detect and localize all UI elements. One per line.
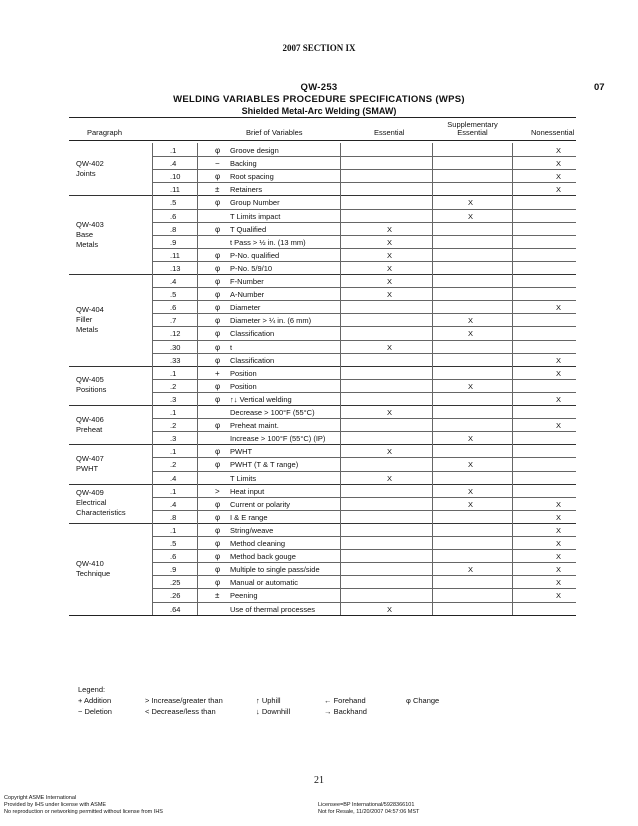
footer-provided: Provided by IHS under license with ASME <box>4 802 107 808</box>
row-essential-mark: X <box>387 408 393 417</box>
paragraph-label-line: QW-402 <box>76 159 104 169</box>
column-divider <box>152 523 153 615</box>
row-subparagraph: .1 <box>170 486 177 496</box>
legend-change: φ Change <box>406 696 440 705</box>
paragraph-label-line: Filler <box>76 314 93 324</box>
column-divider <box>197 484 198 523</box>
column-divider <box>512 484 513 523</box>
row-nonessential-mark: X <box>556 552 562 562</box>
paragraph-label-line: QW-407 <box>76 454 104 463</box>
row-essential-mark: X <box>387 447 393 457</box>
column-divider <box>432 274 433 366</box>
column-divider <box>152 274 153 366</box>
row-symbol: φ <box>215 499 221 509</box>
column-divider <box>197 195 198 274</box>
row-subparagraph: .3 <box>170 434 177 444</box>
row-subparagraph: .11 <box>170 185 180 195</box>
row-brief: Decrease > 100°F (55°C) <box>230 408 315 417</box>
paragraph-label-line: QW-406 <box>76 414 104 424</box>
column-divider <box>512 143 513 195</box>
row-subparagraph: .26 <box>170 591 181 601</box>
footer-copyright: Copyright ASME International <box>4 795 77 801</box>
row-subparagraph: .8 <box>170 224 177 234</box>
paragraph-label-line: QW-409 <box>76 488 104 498</box>
col-header-paragraph: Paragraph <box>87 128 123 137</box>
paragraph-label <box>76 305 104 335</box>
row-symbol: > <box>215 486 220 496</box>
legend-downhill: ↓ Downhill <box>256 707 291 716</box>
row-supplementary-mark: X <box>468 499 474 509</box>
paragraph-label-line: QW-403 <box>76 219 104 229</box>
row-subparagraph: .30 <box>170 342 181 352</box>
row-brief: Diameter > ¼ in. (6 mm) <box>230 316 312 326</box>
paragraph-label <box>76 415 104 435</box>
row-essential-mark: X <box>387 604 393 614</box>
row-subparagraph: .5 <box>170 290 177 300</box>
col-header-essential: Essential <box>374 128 405 137</box>
row-subparagraph: .8 <box>170 512 177 522</box>
row-nonessential-mark: X <box>556 565 562 575</box>
row-symbol: φ <box>215 447 221 457</box>
row-subparagraph: .4 <box>170 473 177 483</box>
row-brief: Use of thermal processes <box>230 604 316 614</box>
row-essential-mark: X <box>387 342 393 352</box>
column-divider <box>432 405 433 444</box>
column-divider <box>512 523 513 615</box>
page-number: 21 <box>314 775 324 786</box>
column-divider <box>340 405 341 444</box>
column-divider <box>152 143 153 195</box>
col-header-nonessential: Nonessential <box>531 128 575 137</box>
row-symbol: φ <box>215 421 221 431</box>
group-divider <box>69 405 576 406</box>
column-divider <box>512 444 513 483</box>
row-symbol: φ <box>215 316 221 326</box>
paragraph-label-line: Metals <box>76 324 99 334</box>
row-nonessential-mark: X <box>556 421 562 431</box>
paragraph-label-line: QW-410 <box>76 558 104 568</box>
paragraph-label-line: PWHT <box>76 464 99 473</box>
row-brief: String/weave <box>230 525 274 535</box>
paragraph-label <box>76 159 104 179</box>
footer-right <box>318 802 419 816</box>
row-symbol: φ <box>215 224 221 234</box>
row-brief: T Limits impact <box>230 211 281 221</box>
column-divider <box>340 484 341 523</box>
row-brief: Method back gouge <box>230 552 296 562</box>
paragraph-label <box>76 488 126 518</box>
row-nonessential-mark: X <box>556 591 562 601</box>
row-essential-mark: X <box>387 224 393 234</box>
paragraph-label-line: Metals <box>76 239 99 249</box>
table-top-rule <box>69 117 576 118</box>
row-symbol: φ <box>215 394 221 404</box>
row-nonessential-mark: X <box>556 578 562 588</box>
row-brief: A-Number <box>230 290 265 300</box>
column-divider <box>512 366 513 405</box>
row-subparagraph: .64 <box>170 604 181 614</box>
row-subparagraph: .1 <box>170 368 177 378</box>
table-subtitle: Shielded Metal-Arc Welding (SMAW) <box>241 106 397 116</box>
group-divider <box>69 195 576 196</box>
row-essential-mark: X <box>387 290 393 300</box>
row-symbol: φ <box>215 381 221 391</box>
row-subparagraph: .1 <box>170 525 177 535</box>
row-symbol: φ <box>215 342 221 352</box>
row-essential-mark: X <box>387 237 393 247</box>
column-divider <box>340 274 341 366</box>
row-brief: Preheat maint. <box>230 421 279 431</box>
col-header-brief: Brief of Variables <box>246 128 303 137</box>
column-divider <box>432 523 433 615</box>
row-brief: Diameter <box>230 303 261 313</box>
row-supplementary-mark: X <box>468 211 474 221</box>
paragraph-label-line: Technique <box>76 568 111 578</box>
legend-deletion: − Deletion <box>78 707 112 716</box>
column-divider <box>152 366 153 405</box>
row-subparagraph: .12 <box>170 329 181 339</box>
legend-uphill: ↑ Uphill <box>256 696 281 705</box>
row-symbol: ± <box>215 591 220 601</box>
column-divider <box>152 444 153 483</box>
paragraph-label <box>76 559 110 579</box>
row-subparagraph: .25 <box>170 578 181 588</box>
row-subparagraph: .1 <box>170 408 177 417</box>
row-symbol: φ <box>215 172 221 182</box>
paragraph-label <box>76 220 104 250</box>
paragraph-label-line: Preheat <box>76 424 103 434</box>
group-divider <box>69 366 576 367</box>
row-subparagraph: .4 <box>170 159 177 169</box>
row-brief: Current or polarity <box>230 499 291 509</box>
row-symbol: φ <box>215 512 221 522</box>
column-divider <box>512 405 513 444</box>
row-symbol: φ <box>215 277 221 286</box>
column-divider <box>152 484 153 523</box>
row-subparagraph: .6 <box>170 552 177 562</box>
row-supplementary-mark: X <box>468 486 474 496</box>
paragraph-label-line: Electrical <box>76 498 107 508</box>
row-nonessential-mark: X <box>556 355 562 365</box>
row-symbol: φ <box>215 565 221 575</box>
paragraph-label-line: Characteristics <box>76 508 126 518</box>
legend-forehand: ← Forehand <box>324 696 366 705</box>
table-number: QW-253 <box>300 82 338 93</box>
row-subparagraph: .33 <box>170 355 181 365</box>
column-divider <box>197 523 198 615</box>
row-brief: PWHT (T & T range) <box>230 460 299 470</box>
row-brief: Position <box>230 368 257 378</box>
column-divider <box>432 366 433 405</box>
column-divider <box>340 195 341 274</box>
column-divider <box>512 274 513 366</box>
row-brief: Retainers <box>230 185 263 195</box>
row-brief: F-Number <box>230 277 264 286</box>
row-symbol: ± <box>215 185 220 195</box>
row-subparagraph: .13 <box>170 263 181 273</box>
row-symbol: φ <box>215 460 221 470</box>
row-brief: ↑↓ Vertical welding <box>230 394 292 404</box>
paragraph-label-line: Positions <box>76 385 107 395</box>
row-nonessential-mark: X <box>556 512 562 522</box>
column-divider <box>340 143 341 195</box>
row-symbol: φ <box>215 355 221 365</box>
col-header-supplementary-essential: Essential <box>457 128 488 137</box>
row-essential-mark: X <box>387 473 393 483</box>
legend-title: Legend: <box>78 685 106 694</box>
row-symbol: φ <box>215 263 221 273</box>
row-subparagraph: .9 <box>170 237 177 247</box>
row-nonessential-mark: X <box>556 146 562 155</box>
row-subparagraph: .2 <box>170 381 177 391</box>
row-supplementary-mark: X <box>468 316 474 326</box>
row-symbol: + <box>215 368 220 378</box>
row-nonessential-mark: X <box>556 303 562 313</box>
row-symbol: φ <box>215 329 221 339</box>
row-brief: Peening <box>230 591 258 601</box>
row-nonessential-mark: X <box>556 368 562 378</box>
footer-resale: Not for Resale, 11/20/2007 04:57:06 MST <box>318 809 420 815</box>
row-brief: Multiple to single pass/side <box>230 565 320 575</box>
paragraph-label <box>76 454 104 474</box>
row-symbol: − <box>215 159 220 169</box>
row-subparagraph: .10 <box>170 172 181 182</box>
paragraph-label-line: QW-405 <box>76 375 104 385</box>
row-supplementary-mark: X <box>468 381 474 391</box>
row-symbol: φ <box>215 578 221 588</box>
row-subparagraph: .9 <box>170 565 177 575</box>
row-brief: T Qualified <box>230 224 267 234</box>
row-supplementary-mark: X <box>468 460 474 470</box>
row-supplementary-mark: X <box>468 198 474 208</box>
group-divider <box>69 274 576 275</box>
row-subparagraph: .5 <box>170 539 177 548</box>
row-symbol: φ <box>215 552 221 562</box>
group-divider <box>69 484 576 485</box>
row-subparagraph: .6 <box>170 211 177 221</box>
row-nonessential-mark: X <box>556 172 562 182</box>
row-subparagraph: .1 <box>170 447 177 457</box>
table-bottom-rule <box>69 615 576 616</box>
row-symbol: φ <box>215 198 221 208</box>
row-brief: I & E range <box>230 512 268 522</box>
legend-increase: > Increase/greater than <box>145 696 223 705</box>
legend-addition: + Addition <box>78 696 112 705</box>
row-subparagraph: .1 <box>170 146 177 155</box>
row-nonessential-mark: X <box>556 525 562 535</box>
group-divider <box>69 523 576 524</box>
paragraph-label-line: Base <box>76 229 94 239</box>
footer-reproduction: No reproduction or networking permitted without license from IHS <box>4 809 163 815</box>
column-divider <box>340 366 341 405</box>
row-subparagraph: .11 <box>170 250 180 260</box>
paragraph-label-line: QW-404 <box>76 304 104 314</box>
column-divider <box>432 195 433 274</box>
row-subparagraph: .4 <box>170 499 177 509</box>
column-divider <box>432 143 433 195</box>
row-brief: t <box>230 342 233 352</box>
legend-decrease: < Decrease/less than <box>145 707 216 716</box>
row-subparagraph: .4 <box>170 277 177 286</box>
column-divider <box>197 444 198 483</box>
col-header-supplementary: Supplementary <box>447 120 498 129</box>
row-brief: T Limits <box>230 473 257 483</box>
row-brief: Increase > 100°F (55°C) (IP) <box>230 434 326 444</box>
row-brief: P-No. qualified <box>230 250 280 260</box>
row-nonessential-mark: X <box>556 159 562 169</box>
row-brief: Heat input <box>230 486 265 496</box>
revision-marker: 07 <box>594 82 605 93</box>
row-essential-mark: X <box>387 263 393 273</box>
row-supplementary-mark: X <box>468 329 474 339</box>
paragraph-label <box>76 375 106 395</box>
row-supplementary-mark: X <box>468 434 474 444</box>
column-divider <box>197 405 198 444</box>
footer-licensee: Licensee=BP International/5928366101 <box>318 802 415 808</box>
header-bottom-rule <box>69 140 576 141</box>
row-supplementary-mark: X <box>468 565 474 575</box>
row-brief: Groove design <box>230 146 279 155</box>
column-divider <box>152 405 153 444</box>
row-brief: Classification <box>230 329 275 339</box>
column-divider <box>340 444 341 483</box>
row-symbol: φ <box>215 303 221 313</box>
row-symbol: φ <box>215 525 221 535</box>
footer-left <box>4 795 163 816</box>
paragraph-label-line: Joints <box>76 169 96 179</box>
row-brief: P-No. 5/9/10 <box>230 263 273 273</box>
column-divider <box>197 366 198 405</box>
row-nonessential-mark: X <box>556 499 562 509</box>
row-brief: Manual or automatic <box>230 578 298 588</box>
row-brief: t Pass > ½ in. (13 mm) <box>230 237 306 247</box>
row-brief: Method cleaning <box>230 539 286 548</box>
legend-backhand: → Backhand <box>324 707 367 716</box>
row-nonessential-mark: X <box>556 185 562 195</box>
row-brief: Position <box>230 381 257 391</box>
row-brief: Classification <box>230 355 275 365</box>
table-title: WELDING VARIABLES PROCEDURE SPECIFICATIONS (WPS) <box>173 94 465 105</box>
column-divider <box>197 143 198 195</box>
row-subparagraph: .5 <box>170 198 177 208</box>
row-brief: PWHT <box>230 447 253 457</box>
row-nonessential-mark: X <box>556 539 562 548</box>
row-symbol: φ <box>215 250 221 260</box>
row-symbol: φ <box>215 539 221 548</box>
row-brief: Group Number <box>230 198 280 208</box>
column-divider <box>432 484 433 523</box>
row-subparagraph: .3 <box>170 394 177 404</box>
column-divider <box>432 444 433 483</box>
row-nonessential-mark: X <box>556 394 562 404</box>
column-divider <box>512 195 513 274</box>
column-divider <box>340 523 341 615</box>
row-essential-mark: X <box>387 250 393 260</box>
row-subparagraph: .2 <box>170 421 177 431</box>
group-divider <box>69 444 576 445</box>
row-symbol: φ <box>215 290 221 300</box>
row-subparagraph: .2 <box>170 460 177 470</box>
row-brief: Root spacing <box>230 172 274 182</box>
section-header: 2007 SECTION IX <box>282 43 356 53</box>
row-brief: Backing <box>230 159 257 169</box>
row-subparagraph: .7 <box>170 316 177 326</box>
column-divider <box>152 195 153 274</box>
column-divider <box>197 274 198 366</box>
row-essential-mark: X <box>387 277 393 286</box>
row-symbol: φ <box>215 146 221 155</box>
row-subparagraph: .6 <box>170 303 177 313</box>
